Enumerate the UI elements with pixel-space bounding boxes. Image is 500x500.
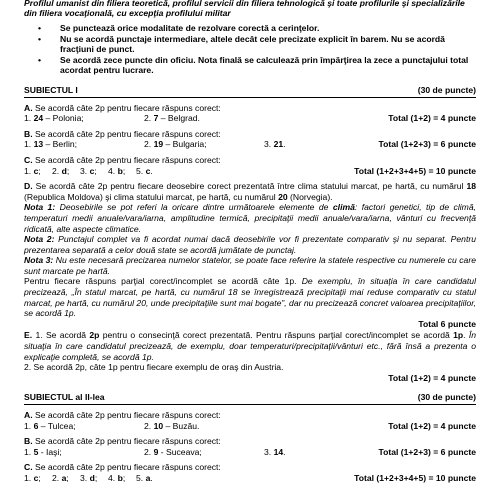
s1-a-total: Total (1+2) = 4 puncte [388,113,476,124]
subject-2-heading [24,392,476,405]
rule-item: • Se acordă zece puncte din oficiu. Nota finală se calculează prin împărţirea la zece a punctajului total acordat pentru lucrare. [38,55,476,76]
s2-section-a [24,410,476,431]
s2-c-total: Total (1+2+3+4+5) = 10 puncte [354,472,476,483]
s2-c-answer-5: 5. a. [136,472,153,483]
document-header: Profilul umanist din filiera teoretică, profilul servicii din filiera tehnologică şi toate profilurile şi specializările din filiera vocaţională, cu excepţia profilului militar [24,0,465,18]
s1-a-answer-1: 1. 24 – Polonia; [24,113,84,124]
s2-b-answer-2: 2. 9 - Suceava; [144,446,202,457]
s2-b-answers [24,447,476,458]
s1-e-total: Total (1+2) = 4 puncte [388,372,476,383]
s2-a-answer-1: 1. 6 – Tulcea; [24,420,76,431]
s1-a-answer-2: 2. 7 – Belgrad. [144,113,200,124]
s1-b-answers [24,139,476,150]
s1-a-intro: A. Se acordă câte 2p pentru fiecare răspuns corect: [24,102,221,113]
s1-d-note-2: Nota 2: Punctajul complet va fi acordat numai dacă deosebirile vor fi prezentate comparativ şi nu separat. Pentru prezentarea separată a celor două state se acordă jumătate de punctaj. [24,234,476,255]
subject-2-points: (30 de puncte) [417,392,476,403]
subject-1-title: SUBIECTUL I [24,84,78,95]
s1-c-answer-3: 3. c; [80,165,97,176]
s1-section-b [24,129,476,150]
subject-1-heading [24,85,476,98]
s2-c-answer-4: 4. b; [108,472,126,483]
s1-d-partial: Pentru fiecare răspuns parţial corect/incomplet se acordă câte 1p. De exemplu, în situaţia în care candidatul precizează, „În statul marcat, pe hartă, cu numărul 18 se înregistrează precipitaţii mai reduse comparativ cu statul marcat, pe hartă, cu numărul 20, unde precipitaţiile sunt mai bogate”, dar nu precizează concret valoarea precipitaţiilor, se acordă 1p. [24,276,476,319]
s2-c-answer-1: 1. c; [24,472,41,483]
s1-b-total: Total (1+2+3) = 6 puncte [378,139,476,150]
s1-c-answer-5: 5. c. [136,165,153,176]
subject-1-points: (30 de puncte) [417,84,476,95]
s2-b-total: Total (1+2+3) = 6 puncte [378,446,476,457]
s2-c-intro: C. Se acordă câte 2p pentru fiecare răspuns corect: [24,462,221,473]
s2-b-answer-1: 1. 5 - Iaşi; [24,446,62,457]
s2-c-answer-2: 2. a; [52,472,69,483]
s2-b-answer-3: 3. 14. [264,446,286,457]
s2-a-answers [24,421,476,432]
s1-b-answer-1: 1. 13 – Berlin; [24,139,78,150]
s1-a-answers [24,113,476,124]
s2-section-b [24,436,476,457]
s1-e-item-1: E. 1. Se acordă 2p pentru o consecinţă corect prezentată. Pentru răspuns parţial corect/incomplet se acordă 1p. În situaţia în care candidatul precizează, de exemplu, doar temperaturi/precipitaţii/vânturi etc., fără însă a prezenta o explicaţie completă, se acordă 1p. [24,330,477,362]
s1-section-c [24,155,476,176]
s2-a-answer-2: 2. 10 – Buzău. [144,420,200,431]
s2-section-c [24,462,476,483]
s1-b-answer-3: 3. 21. [264,139,286,150]
rule-item: • Se punctează orice modalitate de rezolvare corectă a cerinţelor. [38,23,476,34]
s1-b-intro-text: Se acordă câte 2p pentru fiecare răspuns corect: [34,128,221,139]
s2-c-answer-3: 3. d; [80,472,98,483]
s1-d-total: Total 6 puncte [418,318,476,329]
s1-b-intro: B. Se acordă câte 2p pentru fiecare răspuns corect: [24,128,221,139]
s1-d-note-3: Nota 3: Nu este necesară precizarea numelor statelor, se poate face referire la statele respective cu numerele cu care sunt marcate pe hartă. [24,255,476,276]
s1-section-d [24,181,476,329]
s2-a-intro: A. Se acordă câte 2p pentru fiecare răspuns corect: [24,410,221,420]
s1-e-item-2: 2. Se acordă 2p, câte 1p pentru fiecare exemplu de oraş din Austria. [24,362,284,373]
s1-c-answer-4: 4. b; [108,165,126,176]
s1-c-total: Total (1+2+3+4+5) = 10 puncte [354,165,476,176]
s2-c-answers [24,473,476,484]
s1-section-e [24,330,476,383]
s1-a-intro-text: Se acordă câte 2p pentru fiecare răspuns corect: [34,102,221,113]
subject-2-title: SUBIECTUL al II-lea [24,392,105,403]
s1-b-answer-2: 2. 19 – Bulgaria; [144,139,207,150]
s1-d-intro: D. Se acordă câte 2p pentru fiecare deosebire corect prezentată între clima statului marcat, pe hartă, cu numărul 18 (Republica Moldova) şi clima statului marcat, pe hartă, cu numărul 20 (Norvegia). [24,181,476,202]
rules-list [24,23,476,76]
s1-c-answer-2: 2. d; [52,165,70,176]
s2-b-intro: B. Se acordă câte 2p pentru fiecare răspuns corect: [24,436,221,447]
s2-a-total: Total (1+2) = 4 puncte [388,420,476,431]
s1-d-note-1: Nota 1: Deosebirile se pot referi la oricare dintre următoarele elemente de climă: factori genetici, tip de climă, temperaturi medii anuale/vara/iarna, amplitudine termică, precipitaţii medii anuale/vara/iarna, vânturi cu frecvenţă ridicată, alte aspecte climatice. [24,202,476,234]
s1-c-answers [24,166,476,177]
s1-c-answer-1: 1. c; [24,165,41,176]
s1-c-intro: C. Se acordă câte 2p pentru fiecare răspuns corect: [24,154,221,165]
s1-section-a [24,103,476,124]
rule-item: • Nu se acordă punctaje intermediare, altele decât cele precizate explicit în barem. Nu se acordă fracţiuni de punct. [38,34,476,55]
